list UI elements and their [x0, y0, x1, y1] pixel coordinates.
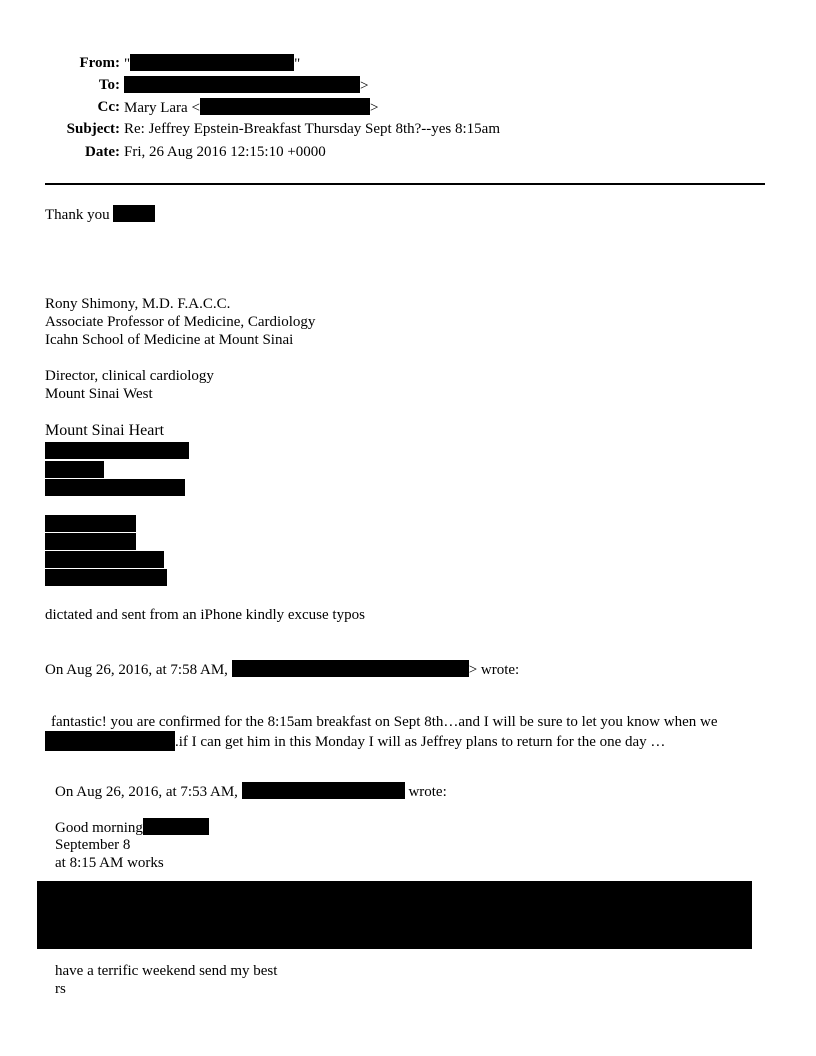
redaction-sig-6	[45, 551, 164, 568]
to-value: >	[124, 76, 368, 95]
redaction-sig-3	[45, 479, 185, 496]
redaction-large-block	[37, 881, 752, 949]
redaction-sig-4	[45, 515, 136, 532]
subject-label: Subject:	[66, 121, 120, 137]
redaction-quote2-sender	[242, 782, 405, 799]
redaction-greeting-name	[113, 205, 155, 222]
greeting-line: Thank you	[45, 205, 155, 224]
quote1-intro: On Aug 26, 2016, at 7:58 AM, > wrote:	[45, 662, 520, 678]
closing-line1: have a terrific weekend send my best	[55, 963, 278, 979]
quote1-line2: .if I can get him in this Monday I will as Jeffrey plans to return for the one day …	[45, 731, 665, 751]
redaction-quote1-sender	[232, 660, 469, 677]
from-label: From:	[79, 55, 120, 71]
header-divider	[45, 183, 765, 185]
redaction-cc	[200, 98, 370, 115]
quote1-line1: fantastic! you are confirmed for the 8:15am breakfast on Sept 8th…and I will be sure to let you know when we	[51, 714, 718, 730]
redaction-to	[124, 76, 360, 93]
signature-role: Director, clinical cardiology	[45, 368, 214, 384]
redaction-quote1-body	[45, 731, 175, 751]
redaction-sig-5	[45, 533, 136, 550]
quote2-line2: September 8	[55, 837, 131, 853]
from-value: " "	[124, 56, 301, 72]
date-label: Date:	[85, 144, 120, 160]
cc-label: Cc:	[97, 99, 120, 115]
quote2-line3: at 8:15 AM works	[55, 855, 164, 871]
iphone-note: dictated and sent from an iPhone kindly excuse typos	[45, 607, 365, 623]
cc-value: Mary Lara < >	[124, 100, 379, 116]
redaction-quote2-name	[143, 818, 209, 835]
quote2-intro: On Aug 26, 2016, at 7:53 AM, wrote:	[55, 784, 447, 800]
closing-line2: rs	[55, 981, 66, 997]
redaction-sig-1	[45, 442, 189, 459]
redaction-from	[130, 54, 294, 71]
to-label: To:	[98, 77, 120, 93]
signature-name: Rony Shimony, M.D. F.A.C.C.	[45, 296, 231, 312]
redaction-sig-2	[45, 461, 104, 478]
subject-value: Re: Jeffrey Epstein-Breakfast Thursday Sept 8th?--yes 8:15am	[124, 121, 501, 137]
signature-location: Mount Sinai West	[45, 386, 153, 402]
signature-dept: Mount Sinai Heart	[45, 422, 165, 439]
signature-title: Associate Professor of Medicine, Cardiology	[45, 314, 316, 330]
quote2-greeting: Good morning	[55, 818, 209, 837]
date-value: Fri, 26 Aug 2016 12:15:10 +0000	[124, 144, 326, 160]
redaction-sig-7	[45, 569, 167, 586]
signature-school: Icahn School of Medicine at Mount Sinai	[45, 332, 294, 348]
